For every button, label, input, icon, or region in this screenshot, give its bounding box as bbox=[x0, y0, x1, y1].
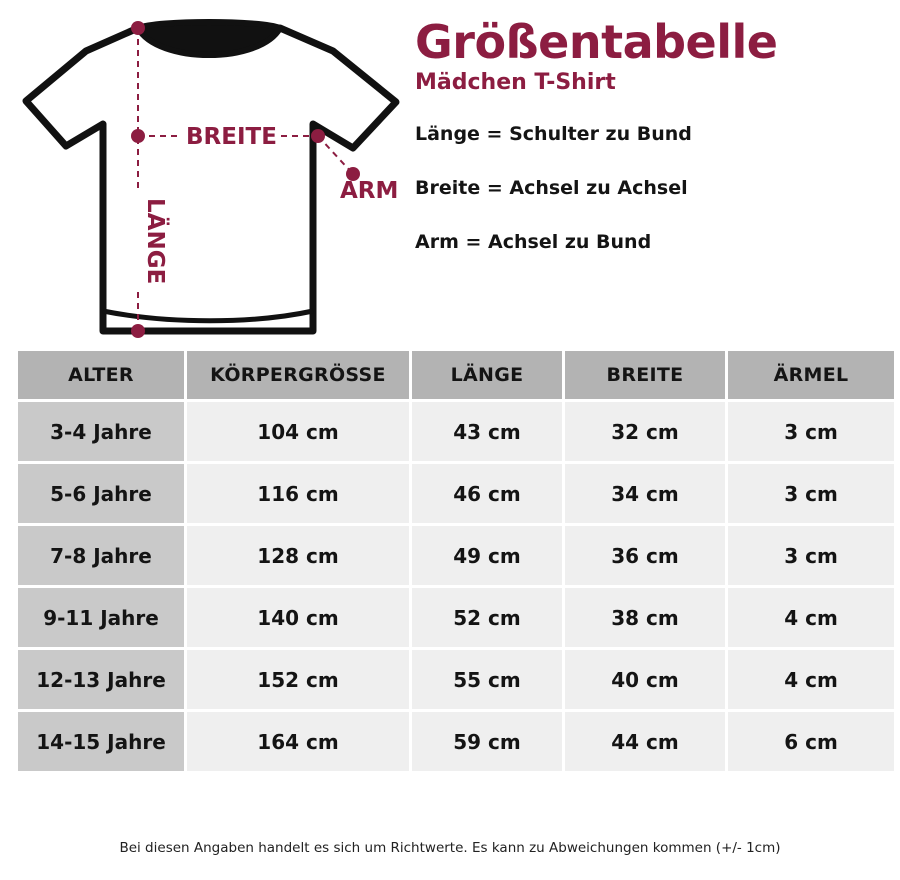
table-row bbox=[18, 712, 894, 771]
header-text bbox=[415, 15, 885, 254]
cell-sleeve: 6 cm bbox=[728, 712, 894, 771]
cell-sleeve: 3 cm bbox=[728, 526, 894, 585]
cell-sleeve: 3 cm bbox=[728, 464, 894, 523]
legend-line-laenge: Länge = Schulter zu Bund bbox=[415, 123, 692, 146]
cell-height: 140 cm bbox=[187, 588, 409, 647]
footnote: Bei diesen Angaben handelt es sich um Richtwerte. Es kann zu Abweichungen kommen (+/- 1cm) bbox=[119, 840, 781, 856]
table-row bbox=[18, 526, 894, 585]
column-header-koerpergroesse: KÖRPERGRÖSSE bbox=[187, 351, 409, 399]
tshirt-diagram bbox=[8, 6, 408, 341]
column-header-breite: BREITE bbox=[565, 351, 725, 399]
cell-age: 3-4 Jahre bbox=[18, 402, 184, 461]
size-table bbox=[15, 348, 897, 774]
legend-line-breite: Breite = Achsel zu Achsel bbox=[415, 177, 688, 200]
table-row bbox=[18, 650, 894, 709]
column-header-laenge: LÄNGE bbox=[412, 351, 562, 399]
table-row bbox=[18, 588, 894, 647]
cell-width: 34 cm bbox=[565, 464, 725, 523]
legend-line-arm: Arm = Achsel zu Bund bbox=[415, 231, 652, 254]
cell-age: 5-6 Jahre bbox=[18, 464, 184, 523]
label-breite: BREITE bbox=[186, 124, 277, 150]
cell-height: 164 cm bbox=[187, 712, 409, 771]
cell-age: 14-15 Jahre bbox=[18, 712, 184, 771]
cell-height: 104 cm bbox=[187, 402, 409, 461]
cell-length: 55 cm bbox=[412, 650, 562, 709]
cell-sleeve: 3 cm bbox=[728, 402, 894, 461]
page-title: Größentabelle bbox=[415, 15, 778, 69]
cell-age: 9-11 Jahre bbox=[18, 588, 184, 647]
cell-width: 36 cm bbox=[565, 526, 725, 585]
cell-height: 116 cm bbox=[187, 464, 409, 523]
cell-age: 7-8 Jahre bbox=[18, 526, 184, 585]
cell-width: 38 cm bbox=[565, 588, 725, 647]
dot-top bbox=[131, 21, 145, 35]
cell-age: 12-13 Jahre bbox=[18, 650, 184, 709]
cell-height: 152 cm bbox=[187, 650, 409, 709]
table-row bbox=[18, 402, 894, 461]
top-section bbox=[0, 0, 900, 345]
cell-height: 128 cm bbox=[187, 526, 409, 585]
dot-armpit-right bbox=[311, 129, 325, 143]
cell-width: 32 cm bbox=[565, 402, 725, 461]
label-arm: ARM bbox=[340, 178, 399, 204]
label-laenge: LÄNGE bbox=[142, 198, 168, 285]
cell-sleeve: 4 cm bbox=[728, 588, 894, 647]
cell-length: 52 cm bbox=[412, 588, 562, 647]
column-header-aermel: ÄRMEL bbox=[728, 351, 894, 399]
cell-width: 40 cm bbox=[565, 650, 725, 709]
cell-length: 49 cm bbox=[412, 526, 562, 585]
cell-length: 46 cm bbox=[412, 464, 562, 523]
cell-sleeve: 4 cm bbox=[728, 650, 894, 709]
dot-armpit-left bbox=[131, 129, 145, 143]
column-header-alter: ALTER bbox=[18, 351, 184, 399]
tshirt-svg bbox=[8, 6, 408, 341]
cell-width: 44 cm bbox=[565, 712, 725, 771]
cell-length: 43 cm bbox=[412, 402, 562, 461]
page-subtitle: Mädchen T-Shirt bbox=[415, 70, 616, 96]
cell-length: 59 cm bbox=[412, 712, 562, 771]
table-header-row bbox=[18, 351, 894, 399]
dot-bottom bbox=[131, 324, 145, 338]
table-row bbox=[18, 464, 894, 523]
